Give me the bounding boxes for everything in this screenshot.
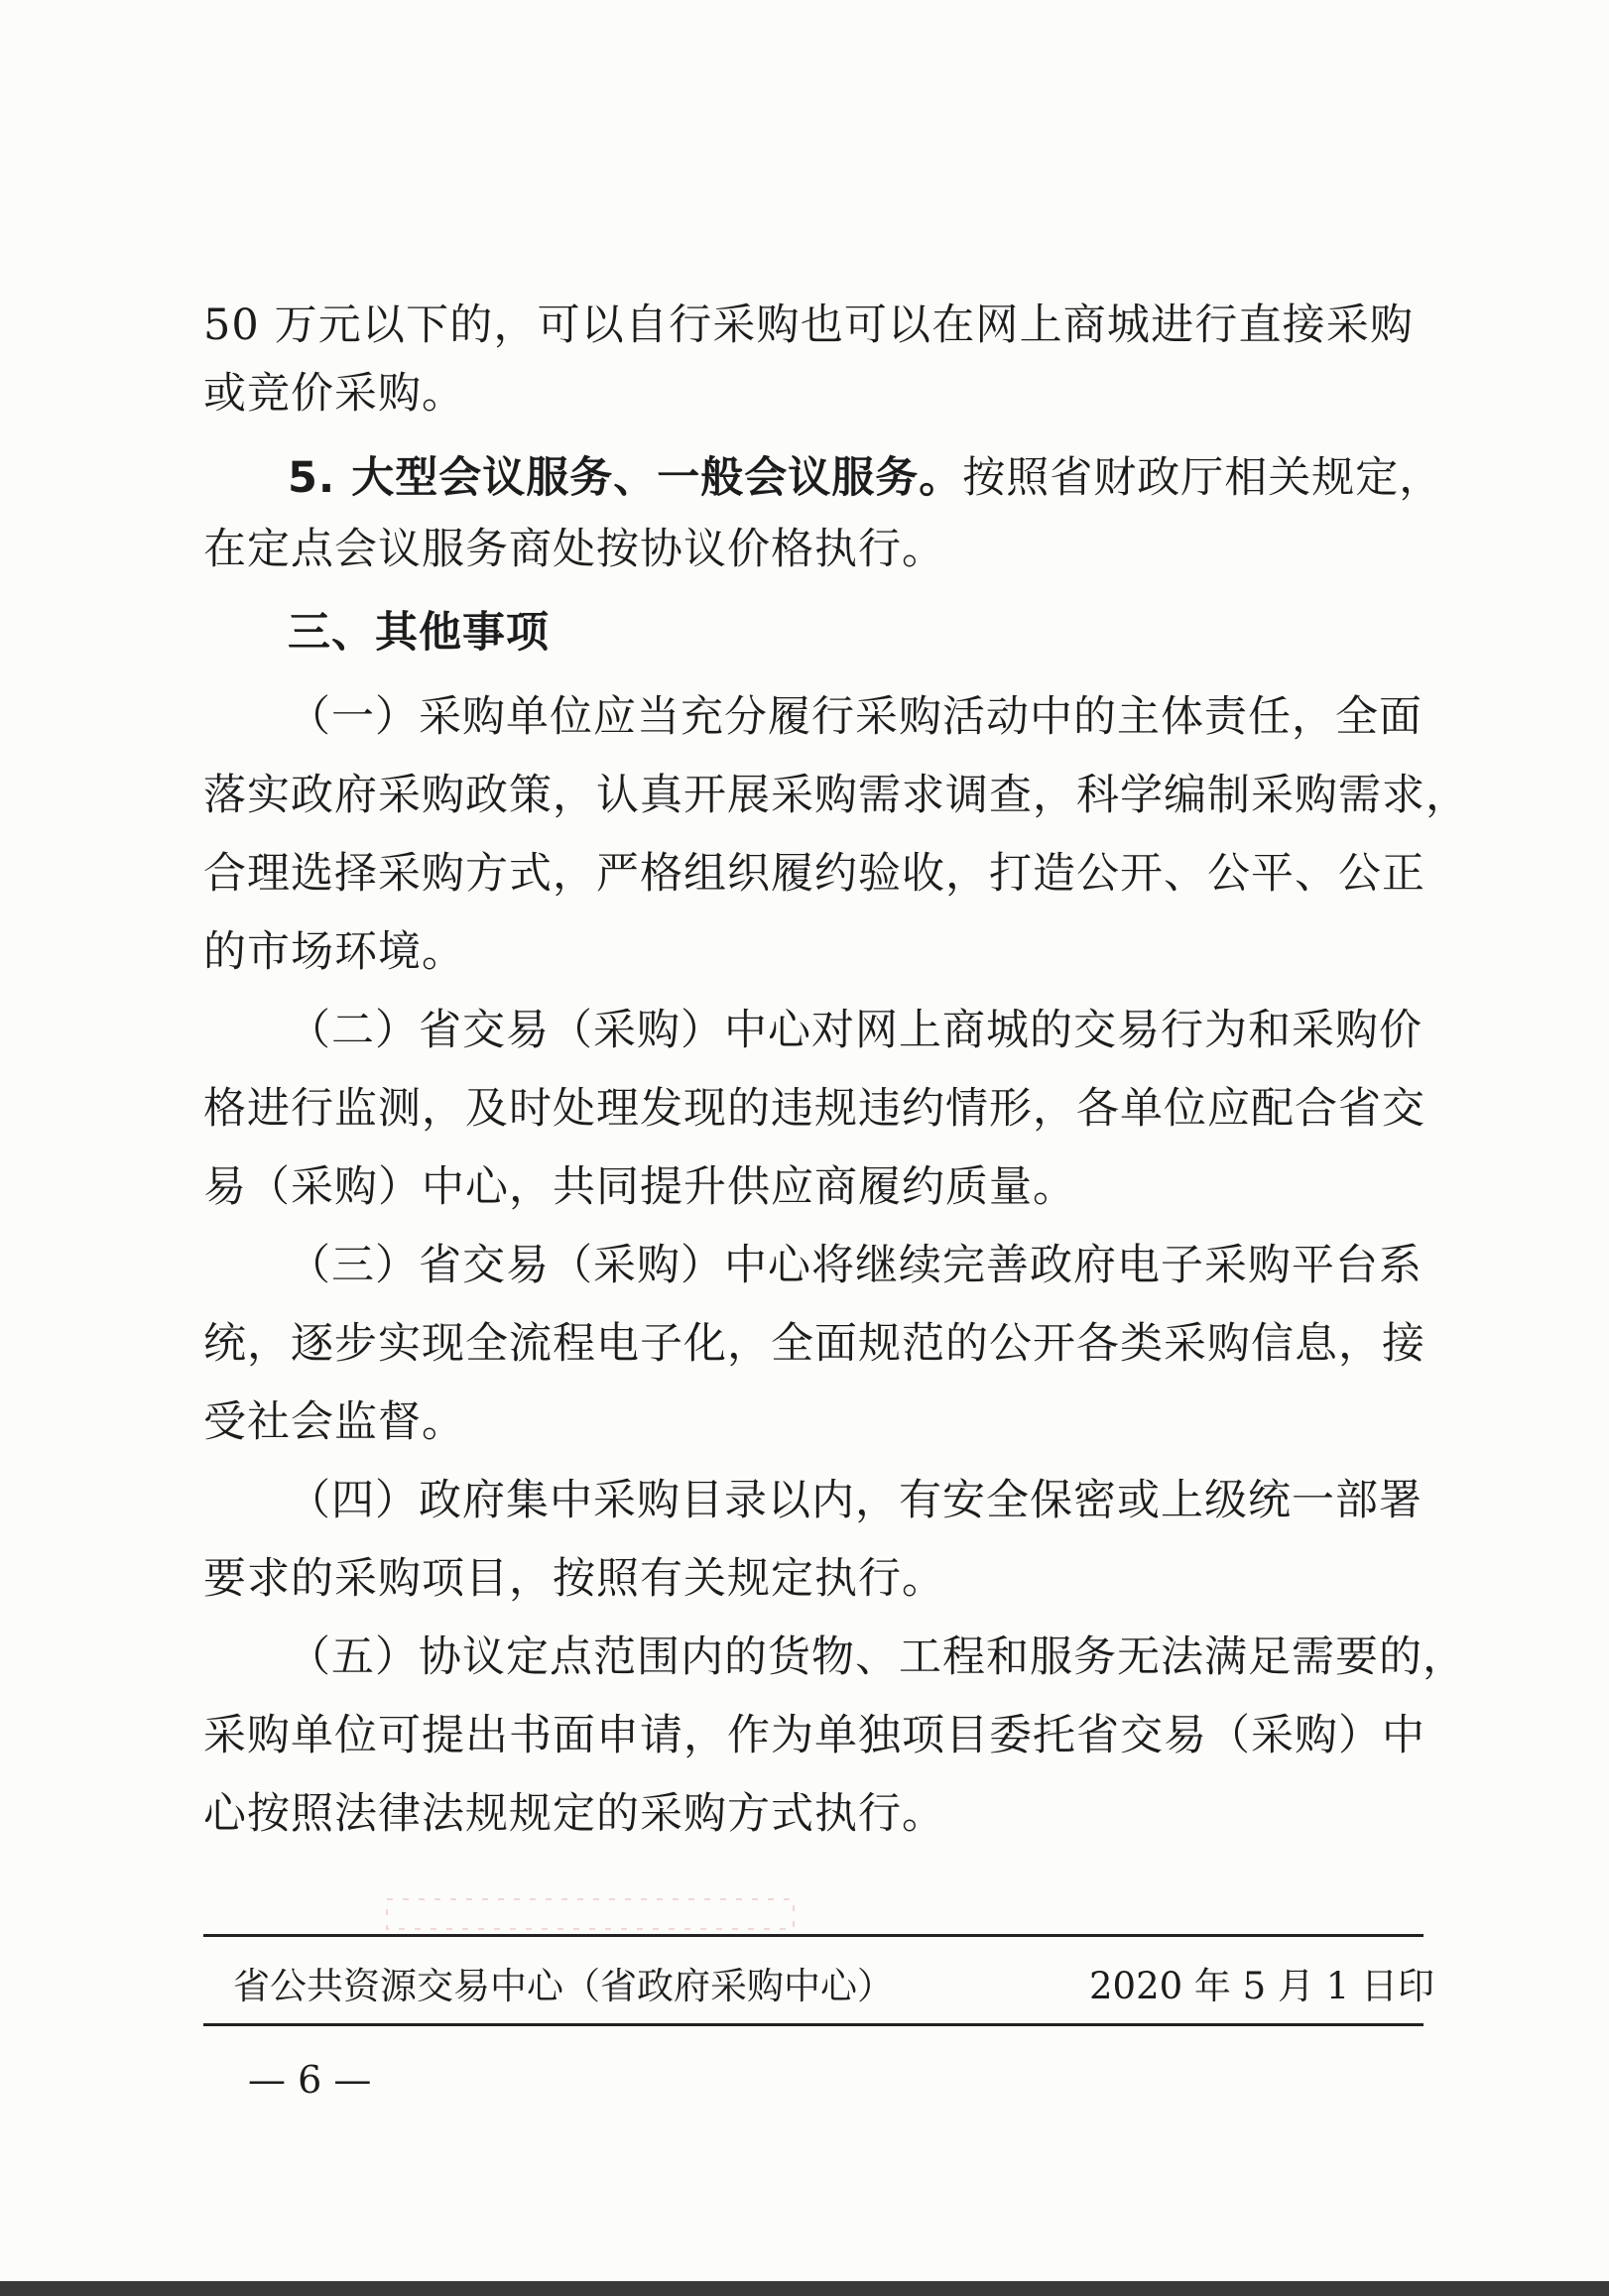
- footer-issuer: 省公共资源交易中心（省政府采购中心）: [233, 1965, 894, 2007]
- item-line: 易（采购）中心，共同提升供应商履约质量。: [203, 1162, 1076, 1212]
- item-line: （二）省交易（采购）中心对网上商城的交易行为和采购价: [288, 1006, 1423, 1055]
- item-bold-lead: 5. 大型会议服务、一般会议服务。: [288, 453, 963, 503]
- item-line: （四）政府集中采购目录以内，有安全保密或上级统一部署: [288, 1476, 1423, 1525]
- item-line: 要求的采购项目，按照有关规定执行。: [203, 1554, 945, 1604]
- paragraph-line: [288, 448, 1443, 508]
- paragraph-line: 在定点会议服务商处按协议价格执行。: [203, 525, 945, 574]
- item-line: 合理选择采购方式，严格组织履约验收，打造公开、公平、公正: [203, 849, 1425, 899]
- item-line: 落实政府采购政策，认真开展采购需求调查，科学编制采购需求，: [203, 771, 1469, 820]
- item-line: （三）省交易（采购）中心将继续完善政府电子采购平台系: [288, 1241, 1423, 1290]
- item-line: 采购单位可提出书面申请，作为单独项目委托省交易（采购）中: [203, 1711, 1425, 1760]
- item-line: 格进行监测，及时处理发现的违规违约情形，各单位应配合省交: [203, 1084, 1425, 1134]
- item-line: （一）采购单位应当充分履行采购活动中的主体责任，全面: [288, 692, 1423, 742]
- paragraph-line: 50 万元以下的，可以自行采购也可以在网上商城进行直接采购: [203, 301, 1414, 350]
- item-line: 的市场环境。: [203, 927, 465, 977]
- item-line: 受社会监督。: [203, 1397, 465, 1447]
- item-text: 按照省财政厅相关规定，: [962, 453, 1443, 503]
- item-line: （五）协议定点范围内的货物、工程和服务无法满足需要的，: [288, 1632, 1466, 1682]
- footer-bottom-rule: [203, 2023, 1423, 2026]
- page-number: — 6 —: [248, 2058, 372, 2102]
- item-line: 统，逐步实现全流程电子化，全面规范的公开各类采购信息，接: [203, 1319, 1425, 1369]
- footer-top-rule: [203, 1934, 1423, 1937]
- scan-bottom-edge: [0, 2281, 1609, 2296]
- paragraph-line: 或竞价采购。: [203, 369, 465, 419]
- item-line: 心按照法律法规规定的采购方式执行。: [203, 1789, 945, 1839]
- footer-print-date: 2020 年 5 月 1 日印: [1089, 1965, 1435, 2007]
- section-heading: 三、其他事项: [288, 608, 550, 658]
